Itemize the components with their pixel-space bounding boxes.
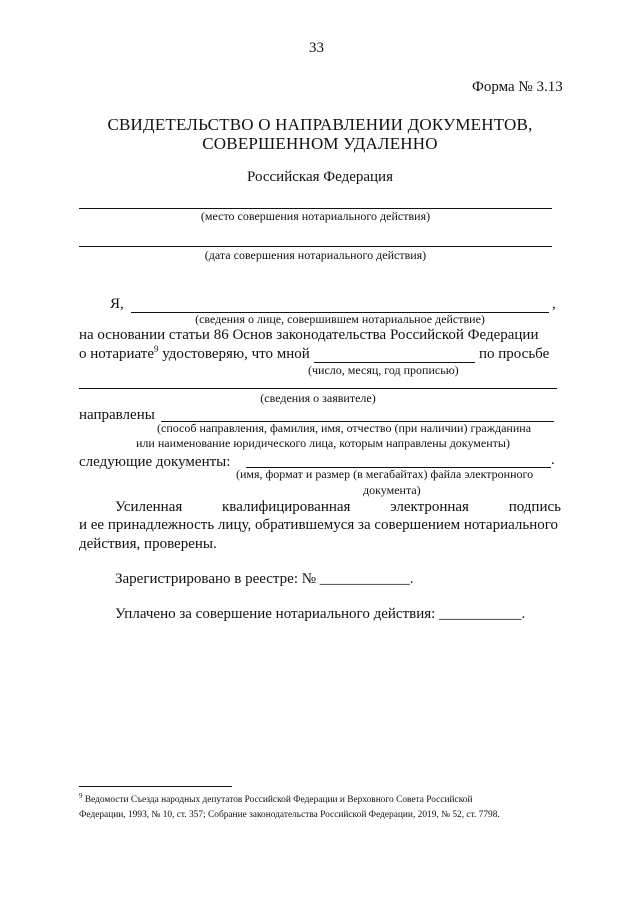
notary-post: удостоверяю, что мной bbox=[158, 346, 310, 362]
signature-line-3: действия, проверены. bbox=[79, 536, 217, 552]
footnote-mark: 9 bbox=[154, 344, 159, 354]
page-number: 33 bbox=[309, 40, 324, 56]
signature-word-3: электронная bbox=[390, 499, 469, 515]
applicant-blank-line bbox=[79, 388, 557, 389]
date-blank-line bbox=[79, 246, 552, 247]
form-number: Форма № 3.13 bbox=[472, 79, 563, 95]
document-title-line-1: СВИДЕТЕЛЬСТВО О НАПРАВЛЕНИИ ДОКУМЕНТОВ, bbox=[107, 115, 533, 134]
notary-pre: о нотариате bbox=[79, 346, 154, 362]
country-name: Российская Федерация bbox=[247, 169, 393, 185]
footnote-line-1 bbox=[79, 792, 473, 805]
caption-place: (место совершения нотариального действия) bbox=[200, 209, 431, 223]
caption-date: (дата совершения нотариального действия) bbox=[204, 248, 427, 262]
notary-line bbox=[79, 346, 310, 363]
caption-applicant: (сведения о заявителе) bbox=[260, 391, 376, 405]
caption-file-2: документа) bbox=[363, 483, 421, 497]
footnote-number: 9 bbox=[79, 792, 83, 800]
signature-word-2: квалифицированная bbox=[222, 499, 351, 515]
basis-line: на основании статьи 86 Основ законодательства Российской Федерации bbox=[79, 327, 539, 343]
caption-number-date: (число, месяц, год прописью) bbox=[308, 363, 459, 377]
footnote-text-1: Ведомости Съезда народных депутатов Российской Федерации и Верховного Совета Российской bbox=[84, 795, 473, 805]
i-label: Я, bbox=[110, 296, 124, 312]
docs-label: следующие документы: bbox=[79, 454, 231, 470]
caption-method-1: (способ направления, фамилия, имя, отчество (при наличии) гражданина bbox=[157, 421, 532, 435]
document-title-line-2: СОВЕРШЕННОМ УДАЛЕННО bbox=[202, 134, 438, 153]
footnote-separator bbox=[79, 786, 232, 787]
sent-label: направлены bbox=[79, 407, 155, 423]
footnote-line-2: Федерации, 1993, № 10, ст. 357; Собрание законодательства Российской Федерации, 2019, № 52, ст. 7798. bbox=[79, 810, 500, 820]
paid-text: Уплачено за совершение нотариального действия: ___________. bbox=[115, 606, 526, 622]
caption-method-2: или наименование юридического лица, которым направлены документы) bbox=[136, 436, 510, 450]
caption-person: (сведения о лице, совершившем нотариальное действие) bbox=[195, 312, 485, 326]
signature-word-1: Усиленная bbox=[115, 499, 183, 515]
person-comma: , bbox=[552, 296, 556, 312]
by-request-label: по просьбе bbox=[479, 346, 550, 362]
docs-dot: . bbox=[551, 452, 555, 468]
registry-text: Зарегистрировано в реестре: № ____________. bbox=[115, 571, 414, 587]
signature-word-4: подпись bbox=[508, 499, 561, 515]
signature-line-2: и ее принадлежность лицу, обратившемуся за совершением нотариального bbox=[79, 517, 559, 533]
signature-line-1 bbox=[115, 499, 561, 516]
caption-file-1: (имя, формат и размер (в мегабайтах) файла электронного bbox=[236, 467, 534, 481]
